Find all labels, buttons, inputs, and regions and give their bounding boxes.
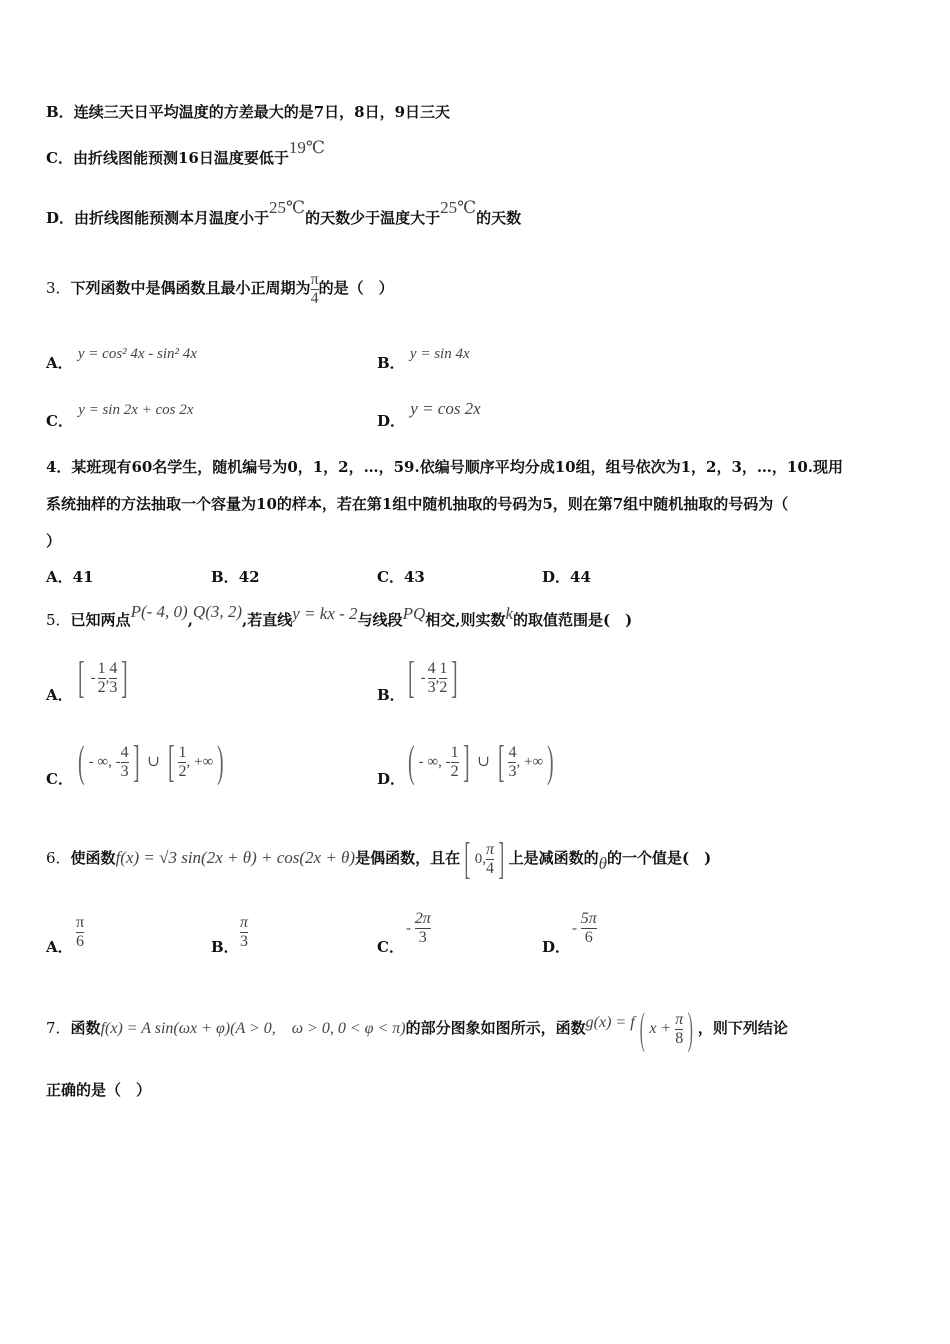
- q4-option-a: [46, 566, 94, 587]
- option-letter: D．: [542, 568, 571, 586]
- question-text: 下列函数中是偶函数且最小正周期为: [70, 279, 311, 297]
- function-f: f(x) = √3 sin(2x + θ) + cos(2x + θ): [115, 848, 356, 867]
- question-text: 的是（ ）: [318, 279, 394, 297]
- question-4-line-2: 系统抽样的方法抽取一个容量为10的样本，若在第1组中随机抽取的号码为5，则在第7组中随机抽取的号码为（: [46, 495, 789, 513]
- option-letter: A．: [46, 354, 73, 372]
- q4-option-b: [211, 566, 260, 587]
- q6-option-a-math: $\frac{\pi}{6}$: [76, 914, 85, 950]
- numerator: π: [310, 270, 319, 288]
- question-text: 是偶函数，且在: [355, 849, 461, 867]
- question-text: 的一个值是( ): [607, 849, 712, 867]
- option-letter: C．: [46, 412, 73, 430]
- option-letter: B．: [46, 103, 74, 121]
- option-value: 44: [570, 568, 591, 586]
- question-text: 上是减函数的: [508, 849, 599, 867]
- comma: ,: [187, 611, 193, 629]
- option-letter: C．: [46, 149, 73, 167]
- temperature-math: 19℃: [288, 138, 325, 157]
- option-letter: D．: [377, 412, 406, 430]
- variable-k: k: [505, 604, 514, 623]
- option-value: 43: [403, 568, 425, 586]
- q5-option-a-letter: A．: [46, 686, 73, 704]
- q5-option-d-letter: D．: [377, 770, 406, 788]
- q3-option-a: [46, 342, 197, 372]
- option-letter: C．: [377, 568, 404, 586]
- segment-pq: PQ: [402, 604, 426, 623]
- question-text: 的取值范围是( ): [513, 611, 633, 629]
- q6-option-d-math: - $\frac{5\pi}{6}$: [572, 910, 597, 946]
- option-math: y = cos 2x: [410, 399, 481, 418]
- temperature-math: 25℃: [269, 198, 306, 217]
- option-value: 42: [238, 568, 260, 586]
- q5-option-b-math: [ - $\frac{4}{3}$ , $\frac{1}{2}$ ]: [408, 653, 459, 702]
- point-q: Q(3, 2): [192, 602, 243, 621]
- q3-option-c: [46, 398, 194, 430]
- option-letter: D．: [46, 209, 75, 227]
- question-number: 5．: [46, 611, 71, 629]
- option-text: 的天数少于温度大于: [305, 209, 441, 227]
- theta: θ: [598, 854, 608, 873]
- q5-option-d-math: ( - ∞, - $\frac{1}{2}$ ] ∪ [ $\frac{4}{3}$ , +∞): [408, 737, 554, 786]
- question-number: 6．: [46, 849, 71, 867]
- q5-option-b-letter: B．: [377, 686, 405, 704]
- question-6: 6．使函数f(x) = √3 sin(2x + θ) + cos(2x + θ)是偶函数，且在[ 0, $\frac{\pi}{4}$ ] 上是减函数的θ的一个值是( ): [46, 834, 712, 883]
- q6-option-c-letter: C．: [377, 938, 404, 956]
- question-4-line-3: ）: [46, 532, 62, 550]
- q4-option-d: [542, 566, 591, 587]
- q6-option-d-letter: D．: [542, 938, 571, 956]
- question-5: [46, 602, 633, 630]
- option-text: 的天数: [476, 209, 522, 227]
- question-number: 3．: [46, 279, 71, 297]
- fraction: [311, 271, 319, 308]
- option-math: y = sin 4x: [409, 346, 470, 362]
- q3-option-b: [377, 342, 470, 372]
- q5-option-a-math: [ - $\frac{1}{2}$ , $\frac{4}{3}$ ]: [78, 653, 129, 702]
- option-text: 由折线图能预测16日温度要低于: [72, 149, 289, 167]
- q6-option-b-letter: B．: [211, 938, 239, 956]
- option-text: 由折线图能预测本月温度小于: [74, 209, 270, 227]
- q6-option-a-letter: A．: [46, 938, 73, 956]
- line-equation: y = kx - 2: [292, 604, 358, 623]
- q2-option-b: [46, 102, 450, 122]
- function-f: f(x) = A sin(ωx + φ)(A > 0, ω > 0, 0 < φ < π): [100, 1020, 406, 1037]
- q4-option-c: [377, 566, 425, 587]
- question-text: ，则下列结论: [697, 1019, 788, 1037]
- q2-option-d: [46, 198, 522, 228]
- option-value: 41: [72, 568, 94, 586]
- question-3: [46, 268, 394, 308]
- point-p: P(- 4, 0): [130, 602, 188, 621]
- question-text: 的部分图象如图所示，函数: [405, 1019, 586, 1037]
- q6-option-c-math: - $\frac{2\pi}{3}$: [406, 910, 431, 946]
- question-7: 7．函数f(x) = A sin(ωx + φ)(A > 0, ω > 0, 0 < φ < π)的部分图象如图所示，函数g(x) = f ( x + $\frac{\pi}{8}$ ) ，则下列结论: [46, 1004, 788, 1053]
- option-letter: A．: [46, 568, 73, 586]
- q2-option-c: [46, 138, 325, 168]
- question-7-line-2: 正确的是（ ）: [46, 1081, 152, 1099]
- question-4-line-1: 4．某班现有60名学生，随机编号为0，1，2，…，59.依编号顺序平均分成10组，组号依次为1，2，3，…，10.现用: [46, 458, 844, 476]
- q5-option-c-letter: C．: [46, 770, 73, 788]
- question-text: ,若直线: [242, 611, 293, 629]
- option-math: y = sin 2x + cos 2x: [78, 402, 194, 418]
- question-text: 相交,则实数: [425, 611, 506, 629]
- q5-option-c-math: ( - ∞, - $\frac{4}{3}$ ] ∪ [ $\frac{1}{2}$ , +∞): [78, 737, 224, 786]
- temperature-math: 25℃: [440, 198, 477, 217]
- question-text: 与线段: [357, 611, 403, 629]
- question-number: 7．: [46, 1019, 71, 1037]
- question-text: 已知两点: [70, 611, 131, 629]
- q3-option-d: [377, 398, 481, 430]
- q6-option-b-math: $\frac{\pi}{3}$: [240, 914, 249, 950]
- option-text: 连续三天日平均温度的方差最大的是7日，8日，9日三天: [73, 103, 451, 121]
- denominator: 4: [310, 289, 319, 307]
- option-letter: B．: [377, 354, 405, 372]
- option-math: y = cos² 4x - sin² 4x: [77, 346, 197, 362]
- question-text: 使函数: [70, 849, 116, 867]
- option-letter: B．: [211, 568, 239, 586]
- question-text: 函数: [70, 1019, 101, 1037]
